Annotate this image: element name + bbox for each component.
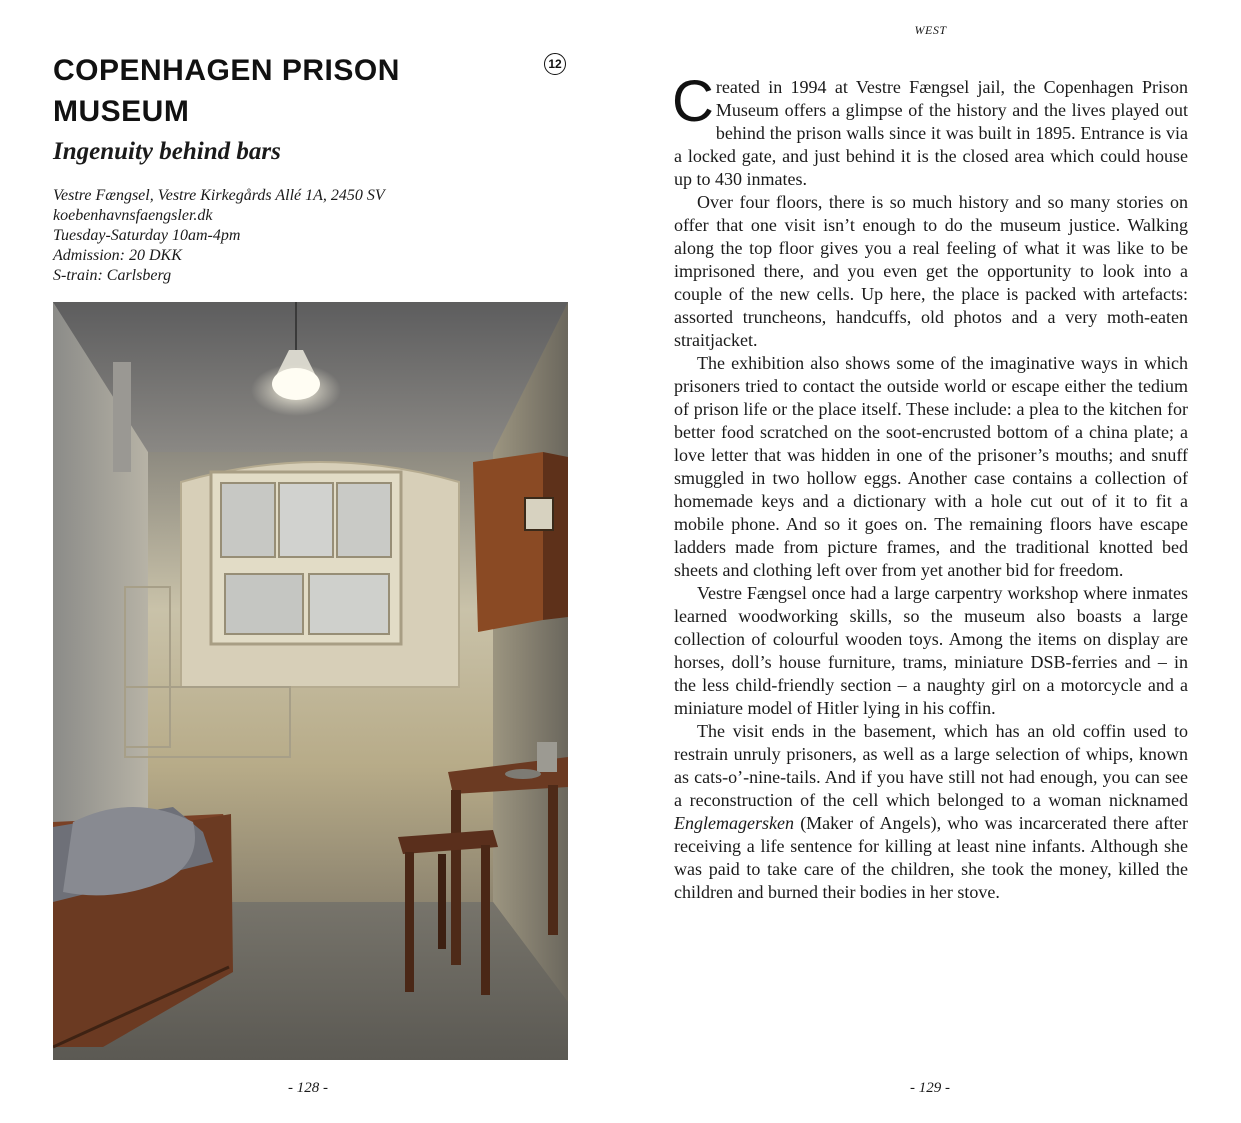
paragraph-5-start: The visit ends in the basement, which has an old coffin used to restrain unruly prisoners, as well as a large selection of whips, known as cats-o’-nine-tails. And if you have still not had enough, you can see a reconstruction of the cell which belonged to a woman nicknamed (674, 721, 1188, 810)
page-number-left: - 128 - (288, 1080, 328, 1096)
info-website: koebenhavnsfaengsler.dk (53, 207, 213, 224)
running-head: WEST (914, 23, 947, 37)
info-block (53, 186, 453, 286)
entry-subtitle: Ingenuity behind bars (53, 138, 281, 165)
info-hours: Tuesday-Saturday 10am-4pm (53, 227, 241, 244)
paragraph-4: Vestre Fængsel once had a large carpentry workshop where inmates learned woodworking skills, so the museum also boasts a large collection of colourful wooden toys. Among the items on display are horses, doll’s house furniture, trams, miniature DSB-ferries and – in the less child-friendly section – a naughty girl on a motorcycle and a miniature model of Hitler lying in his coffin. (674, 583, 1188, 718)
entry-title: COPENHAGEN PRISON MUSEUM (53, 54, 400, 128)
paragraph-1-text: reated in 1994 at Vestre Fængsel jail, the Copenhagen Prison Museum offers a glimpse of the history and the lives played out behind the prison walls since it was built in 1895. Entrance is via a locked gate, and just behind it is the closed area which could house up to 430 inmates. (674, 77, 1188, 189)
info-admission: Admission: 20 DKK (53, 247, 182, 264)
page-number-right: - 129 - (910, 1080, 950, 1096)
left-page (0, 0, 620, 1123)
nickname-italic: Englemagersken (674, 813, 794, 833)
prison-cell-photo (53, 302, 568, 1060)
entry-number-badge: 12 (544, 53, 566, 75)
paragraph-3: The exhibition also shows some of the imaginative ways in which prisoners tried to contact the outside world or escape either the tedium of prison life or the place itself. These include: a plea to the kitchen for better food scratched on the soot-encrusted bottom of a china plate; a love letter that was hidden in one of the prisoner’s mouths; and snuff smuggled in two hollow eggs. Another case contains a collection of homemade keys and a dictionary with a hole cut out of it to fit a mobile phone. And so it goes on. The remaining floors have escape ladders made from picture frames, and the traditional knotted bed sheets and clothing left over from yet another bid for freedom. (674, 353, 1188, 580)
article-body (672, 69, 1188, 904)
info-transport: S-train: Carlsberg (53, 267, 172, 284)
drop-cap: C (672, 69, 714, 134)
paragraph-5 (674, 720, 1188, 904)
paragraph-1 (672, 69, 1188, 191)
paragraph-2: Over four floors, there is so much history and so many stories on offer that one visit isn’t enough to do the museum justice. Walking along the top floor gives you a real feeling of what it was like to be imprisoned there, and you even get the opportunity to look into a couple of the new cells. Up here, the place is packed with artefacts: assorted truncheons, handcuffs, old photos and a very moth-eaten straitjacket. (674, 192, 1188, 350)
info-address: Vestre Fængsel, Vestre Kirkegårds Allé 1A, 2450 SV (53, 187, 385, 204)
paragraph-5-end: (Maker of Angels), who was incarcerated there after receiving a life sentence for killing at least nine infants. Although she was paid to take care of the children, she took the money, killed the children and burned their bodies in her stove. (674, 813, 1188, 902)
right-page (620, 0, 1241, 1123)
